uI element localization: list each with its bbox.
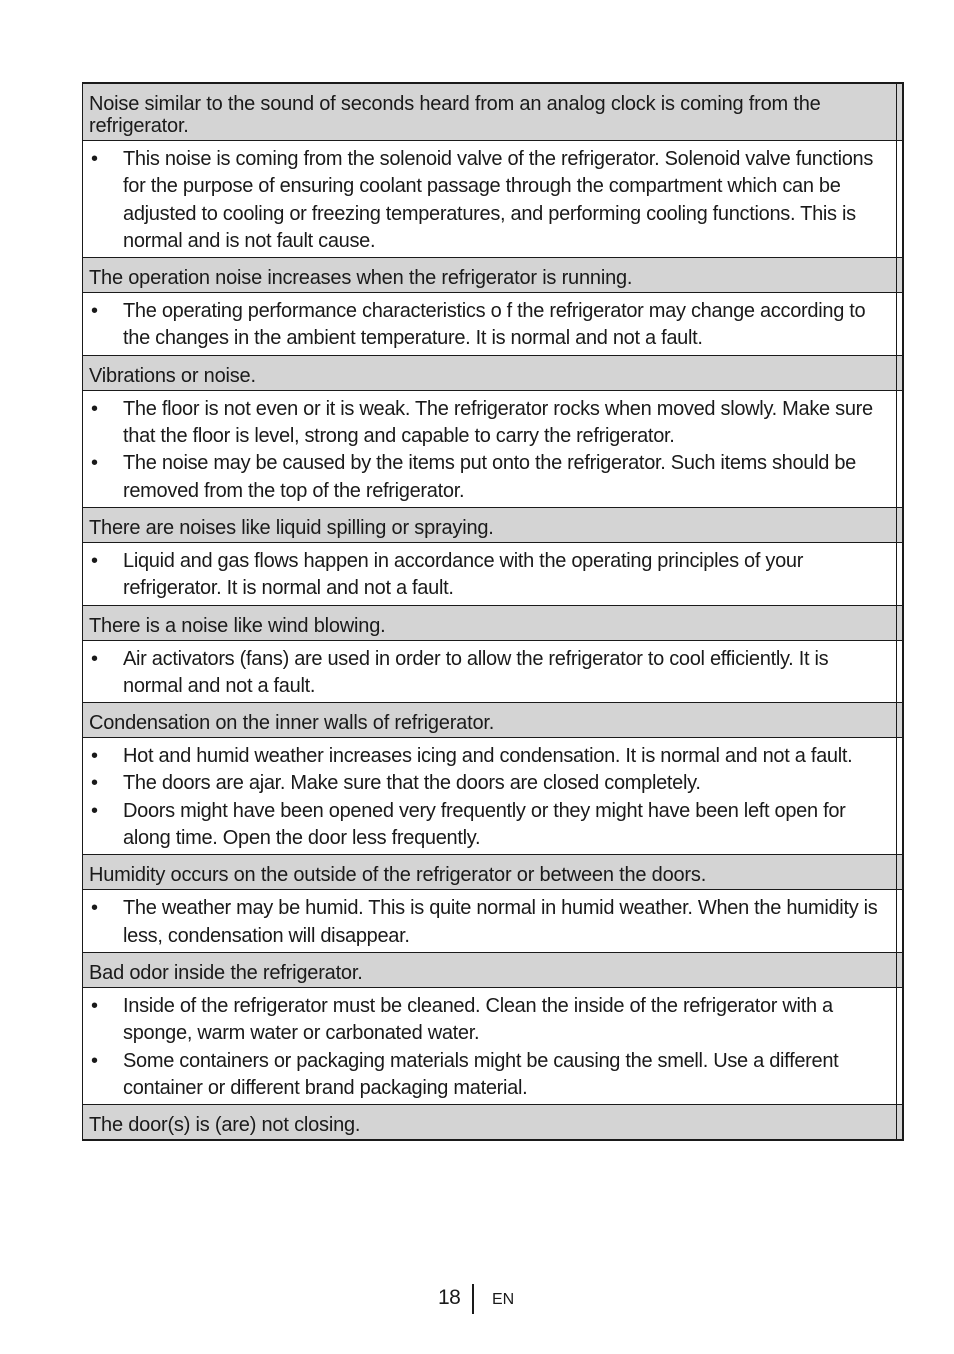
bullet-icon: •	[91, 799, 98, 822]
solution-text: Some containers or packaging materials might be causing the smell. Use a different container or different brand packaging material.	[123, 1049, 839, 1099]
problem-text: Noise similar to the sound of seconds heard from an analog clock is coming from the refrigerator.	[89, 93, 821, 137]
solution-row	[83, 141, 902, 258]
problem-text: The door(s) is (are) not closing.	[89, 1114, 361, 1137]
solution-item	[89, 993, 890, 1048]
bullet-icon: •	[91, 647, 98, 670]
solution-row	[83, 641, 902, 704]
solution-text: The weather may be humid. This is quite normal in humid weather. When the humidity is less, condensation will disappear.	[123, 897, 878, 947]
solution-row	[83, 738, 902, 855]
solution-item	[89, 548, 890, 603]
problem-text: Condensation on the inner walls of refrigerator.	[89, 712, 495, 735]
solution-text: Inside of the refrigerator must be cleaned. Clean the inside of the refrigerator with a sponge, warm water or carbonated water.	[123, 994, 833, 1045]
solution-item	[89, 298, 890, 353]
problem-row	[83, 855, 902, 890]
solution-list	[89, 396, 890, 505]
bullet-icon: •	[91, 994, 98, 1017]
solution-item	[89, 146, 890, 255]
solution-list	[89, 548, 890, 603]
page-footer	[0, 1284, 954, 1314]
problem-text: The operation noise increases when the refrigerator is running.	[89, 267, 633, 290]
troubleshooting-table	[82, 82, 904, 1141]
solution-list	[89, 298, 890, 353]
problem-row	[83, 84, 902, 141]
solution-row	[83, 890, 902, 953]
solution-text: Doors might have been opened very frequently or they might have been left open for along time. Open the door less frequently.	[123, 799, 846, 850]
problem-row	[83, 953, 902, 988]
solution-list	[89, 743, 890, 852]
bullet-icon: •	[91, 1049, 98, 1072]
solution-item	[89, 770, 890, 797]
bullet-icon: •	[91, 772, 98, 795]
solution-row	[83, 391, 902, 508]
bullet-icon: •	[91, 745, 98, 768]
problem-text: Humidity occurs on the outside of the refrigerator or between the doors.	[89, 864, 707, 887]
solution-row	[83, 543, 902, 606]
solution-text: The floor is not even or it is weak. The refrigerator rocks when moved slowly. Make sure that the floor is level, strong and capable to carry the refrigerator.	[123, 397, 873, 448]
solution-text: Hot and humid weather increases icing and condensation. It is normal and not a fault.	[123, 745, 853, 768]
solution-item	[89, 450, 890, 505]
problem-row	[83, 1105, 902, 1139]
solution-list	[89, 646, 890, 701]
solution-list	[89, 993, 890, 1102]
solution-item	[89, 646, 890, 701]
problem-text: Bad odor inside the refrigerator.	[89, 961, 363, 984]
problem-text: There is a noise like wind blowing.	[89, 614, 386, 637]
solution-row	[83, 988, 902, 1105]
problem-row	[83, 703, 902, 738]
problem-row	[83, 356, 902, 391]
solution-item	[89, 1048, 890, 1103]
problem-row	[83, 508, 902, 543]
solution-text: The operating performance characteristics o f the refrigerator may change according to the changes in the ambient temperature. It is normal and not a fault.	[123, 300, 866, 350]
bullet-icon: •	[91, 897, 98, 920]
bullet-icon: •	[91, 452, 98, 475]
problem-text: Vibrations or noise.	[89, 364, 256, 387]
solution-row	[83, 293, 902, 356]
solution-item	[89, 895, 890, 950]
solution-text: This noise is coming from the solenoid valve of the refrigerator. Solenoid valve functions for the purpose of ensuring coolant passage through the compartment which can be adjusted to cooling or freezing temperatures, and performing cooling functions. This is normal and is not fault cause.	[123, 148, 874, 252]
solution-list	[89, 895, 890, 950]
solution-item	[89, 798, 890, 853]
bullet-icon: •	[91, 549, 98, 572]
problem-row	[83, 258, 902, 293]
page-number: 18	[438, 1286, 461, 1309]
problem-text: There are noises like liquid spilling or spraying.	[89, 516, 494, 539]
language-code: EN	[492, 1291, 515, 1308]
bullet-icon: •	[91, 397, 98, 420]
solution-item	[89, 396, 890, 451]
bullet-icon: •	[91, 300, 98, 323]
solution-text: Liquid and gas flows happen in accordance with the operating principles of your refrigerator. It is normal and not a fault.	[123, 549, 804, 600]
solution-list	[89, 146, 890, 255]
problem-row	[83, 606, 902, 641]
bullet-icon: •	[91, 148, 98, 170]
solution-text: The noise may be caused by the items put onto the refrigerator. Such items should be removed from the top of the refrigerator.	[123, 452, 857, 502]
solution-text: Air activators (fans) are used in order to allow the refrigerator to cool efficiently. It is normal and not a fault.	[123, 647, 829, 697]
solution-item	[89, 743, 890, 770]
solution-text: The doors are ajar. Make sure that the doors are closed completely.	[123, 772, 701, 795]
footer-divider	[472, 1284, 474, 1314]
